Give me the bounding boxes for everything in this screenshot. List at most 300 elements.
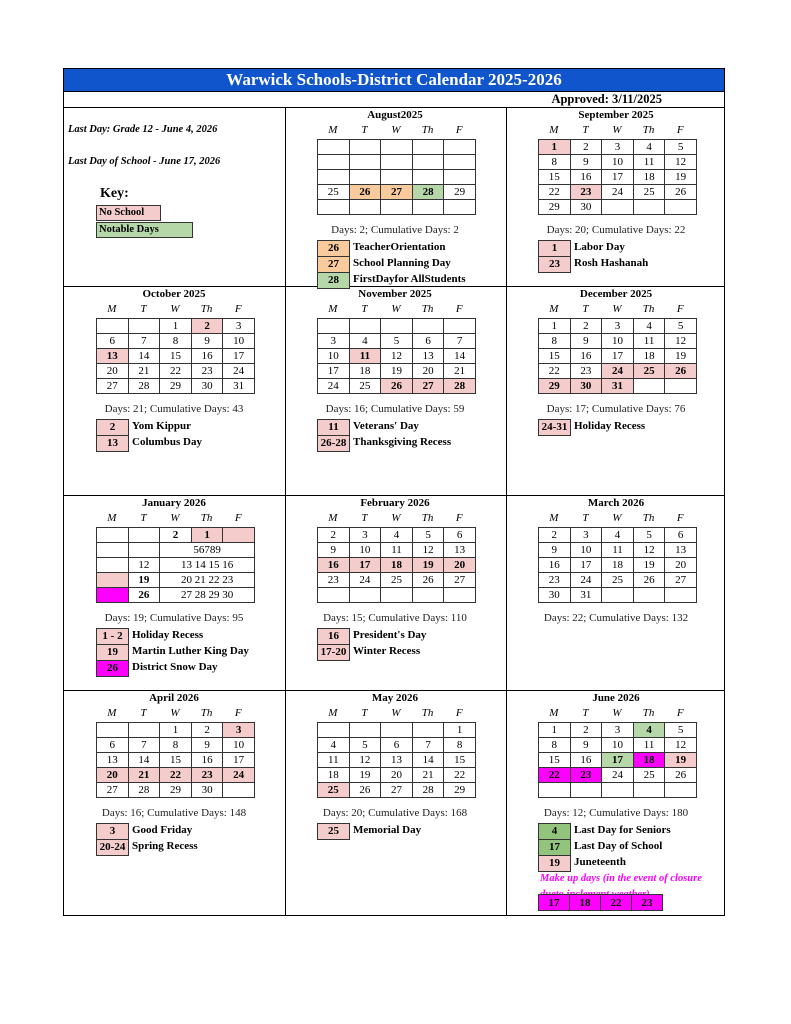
week-row [539,543,697,558]
day-cell [97,573,129,588]
week-row [539,768,697,783]
day-cell [97,543,129,558]
week-row [539,349,697,364]
legend-date: 26 [96,660,129,677]
month-grid [538,722,697,798]
day-cell: 10 [602,738,634,753]
days-count: Days: 15; Cumulative Days: 110 [323,612,467,624]
week-row [318,140,476,155]
day-cell [349,319,381,334]
day-cell: 13 [381,753,413,768]
weekday-header: F [455,124,463,136]
day-cell: 1 [444,723,476,738]
weekday-header: F [234,512,242,524]
month-panel [506,690,726,909]
day-cell: 3 [223,319,255,334]
day-cell: 9 [570,334,602,349]
day-cell: 26 [381,379,413,394]
day-cell: 7 [128,334,160,349]
week-row [539,723,697,738]
week-row [318,753,476,768]
month-title: September 2025 [578,109,654,121]
day-cell: 12 [665,334,697,349]
legend-label: Labor Day [574,241,625,253]
weekday-header: M [549,303,559,315]
day-cell: 2 [570,140,602,155]
day-cell: 23 [191,364,223,379]
day-cell: 6 [444,528,476,543]
day-cell [412,155,444,170]
weekday-header: T [361,512,368,524]
day-cell: 29 [160,379,192,394]
month-grid [538,527,697,603]
day-cell [349,155,381,170]
month-panel [506,107,726,307]
day-cell: 26 [412,573,444,588]
day-cell [349,723,381,738]
weekday-header: W [391,124,401,136]
day-cell: 6 [665,528,697,543]
weekday-header: W [391,707,401,719]
day-cell: 3 [223,723,255,738]
day-cell: 3 [349,528,381,543]
day-cell: 10 [349,543,381,558]
week-row [97,753,255,768]
day-cell: 15 [539,753,571,768]
day-cell: 9 [191,738,223,753]
day-cell: 31 [602,379,634,394]
day-cell: 12 [633,543,665,558]
day-cell: 21 [412,768,444,783]
day-cell [412,723,444,738]
day-cell: 9 [539,543,571,558]
legend-date: 1 - 2 [96,628,129,645]
key-notable-days: Notable Days [96,222,193,238]
weekday-header: T [140,707,147,719]
weekday-header: F [676,512,684,524]
day-cell: 11 [633,334,665,349]
weekday-header: M [328,512,338,524]
week-row [539,573,697,588]
weekday-header: W [612,512,622,524]
week-row [97,573,255,588]
month-grid [317,527,476,603]
day-cell: 10 [223,738,255,753]
weekday-header: F [676,124,684,136]
days-count: Days: 21; Cumulative Days: 43 [104,403,244,415]
day-cell: 24 [318,379,350,394]
day-cell: 31 [223,379,255,394]
day-cell: 27 [412,379,444,394]
day-cell: 16 [191,753,223,768]
month-panel [285,107,505,307]
legend-date: 17-20 [317,644,350,661]
day-cell: 3 [602,319,634,334]
day-cell: 15 [160,349,192,364]
day-cell: 19 [665,349,697,364]
day-cell: 8 [539,738,571,753]
day-cell: 10 [223,334,255,349]
day-cell: 1 [160,723,192,738]
day-cell: 28 [412,185,444,200]
day-cell: 3 [602,723,634,738]
day-cell: 10 [602,334,634,349]
month-panel [285,495,505,695]
week-row [318,573,476,588]
legend-date: 23 [538,256,571,273]
day-cell: 17 [602,349,634,364]
legend-date: 20-24 [96,839,129,856]
day-cell: 4 [633,319,665,334]
weekday-header: W [612,303,622,315]
day-cell: 23 [191,768,223,783]
day-cell: 12 [665,738,697,753]
day-cell: 12 [349,753,381,768]
day-cell [318,588,350,603]
weekday-header: Th [642,707,655,719]
month-title: April 2026 [149,692,199,704]
legend-date: 19 [96,644,129,661]
month-title: March 2026 [587,497,645,509]
weekday-header: F [234,303,242,315]
week-row [97,543,255,558]
day-cell: 13 [97,349,129,364]
week-row [97,738,255,753]
day-cell: 11 [633,738,665,753]
day-cell: 31 [570,588,602,603]
week-row [97,364,255,379]
weekday-header: T [361,303,368,315]
weekday-header: T [582,303,589,315]
day-cell [665,783,697,798]
day-cell: 56789 [160,543,255,558]
month-panel [506,495,726,695]
weekday-header: Th [421,707,434,719]
day-cell: 23 [570,768,602,783]
day-cell: 5 [412,528,444,543]
weekday-header: T [582,124,589,136]
day-cell: 19 [128,573,160,588]
month-grid [538,318,697,394]
makeup-day: 22 [601,895,632,911]
legend-label: Yom Kippur [132,420,191,432]
day-cell [128,723,160,738]
month-panel [506,286,726,486]
day-cell: 8 [539,334,571,349]
day-cell [412,588,444,603]
day-cell: 17 [318,364,350,379]
day-cell: 24 [570,573,602,588]
day-cell: 24 [602,185,634,200]
day-cell: 12 [412,543,444,558]
day-cell: 22 [539,185,571,200]
legend-date: 1 [538,240,571,257]
month-title: May 2026 [371,692,419,704]
week-row [318,783,476,798]
day-cell: 19 [665,753,697,768]
day-cell: 5 [349,738,381,753]
month-title: November 2025 [358,288,432,300]
day-cell [444,588,476,603]
day-cell: 3 [602,140,634,155]
day-cell: 14 [128,753,160,768]
month-title: June 2026 [592,692,640,704]
day-cell: 2 [191,723,223,738]
weekday-header: M [328,707,338,719]
day-cell: 30 [191,379,223,394]
legend-label: Winter Recess [353,645,421,657]
day-cell: 18 [633,349,665,364]
day-cell: 15 [160,753,192,768]
day-cell: 24 [349,573,381,588]
day-cell: 16 [570,349,602,364]
legend-date: 19 [538,855,571,872]
makeup-days [538,894,663,911]
day-cell: 2 [191,319,223,334]
week-row [97,528,255,543]
weekday-header: Th [421,124,434,136]
day-cell: 10 [318,349,350,364]
week-row [97,723,255,738]
week-row [318,349,476,364]
day-cell: 19 [665,170,697,185]
day-cell [349,588,381,603]
week-row [539,364,697,379]
day-cell: 28 [128,783,160,798]
days-count: Days: 12; Cumulative Days: 180 [543,807,689,819]
day-cell: 5 [381,334,413,349]
weekday-header: Th [200,512,213,524]
day-cell: 11 [381,543,413,558]
weekday-header: Th [200,707,213,719]
day-cell: 19 [412,558,444,573]
week-row [97,349,255,364]
day-cell: 19 [381,364,413,379]
week-row [318,588,476,603]
day-cell: 20 [444,558,476,573]
day-cell: 25 [381,573,413,588]
day-cell: 18 [349,364,381,379]
days-count: Days: 19; Cumulative Days: 95 [104,612,244,624]
legend-label: Thanksgiving Recess [353,436,452,448]
week-row [97,588,255,603]
weekday-header: T [582,707,589,719]
day-cell: 13 [412,349,444,364]
day-cell [349,170,381,185]
weekday-header: M [549,707,559,719]
key-no-school: No School [96,205,161,221]
month-title: February 2026 [360,497,430,509]
legend-label: Holiday Recess [132,629,204,641]
day-cell: 21 [128,768,160,783]
day-cell: 11 [349,349,381,364]
day-cell: 30 [191,783,223,798]
week-row [539,319,697,334]
day-cell [381,170,413,185]
legend-label: Columbus Day [132,436,202,448]
day-cell: 17 [602,170,634,185]
day-cell: 22 [539,364,571,379]
weekday-header: Th [421,512,434,524]
day-cell: 18 [633,170,665,185]
day-cell: 26 [665,364,697,379]
day-cell: 11 [633,155,665,170]
day-cell: 12 [381,349,413,364]
day-cell: 5 [665,319,697,334]
weekday-header: M [328,124,338,136]
day-cell [602,200,634,215]
day-cell: 24 [223,364,255,379]
day-cell: 7 [412,738,444,753]
legend-label: Rosh Hashanah [574,257,649,269]
week-row [97,319,255,334]
month-title: October 2025 [142,288,206,300]
day-cell: 23 [318,573,350,588]
weekday-header: W [170,303,180,315]
day-cell [633,200,665,215]
day-cell: 4 [633,140,665,155]
legend-date: 16 [317,628,350,645]
day-cell: 22 [160,768,192,783]
weekday-header: W [391,303,401,315]
day-cell: 17 [602,753,634,768]
day-cell [665,588,697,603]
weekday-header: W [612,124,622,136]
day-cell [223,783,255,798]
legend-label: Last Day of School [574,840,663,852]
week-row [318,379,476,394]
day-cell [97,528,129,543]
makeup-row [539,895,663,911]
day-cell: 15 [444,753,476,768]
day-cell: 27 [97,783,129,798]
day-cell [381,140,413,155]
day-cell: 24 [602,364,634,379]
day-cell: 13 14 15 16 [160,558,255,573]
legend-date: 26 [317,240,350,257]
day-cell: 13 [665,543,697,558]
day-cell: 27 [665,573,697,588]
day-cell: 6 [97,334,129,349]
day-cell: 24 [223,768,255,783]
weekday-header: F [455,512,463,524]
day-cell: 4 [381,528,413,543]
week-row [97,558,255,573]
legend-date: 13 [96,435,129,452]
month-panel [285,286,505,486]
day-cell: 6 [412,334,444,349]
day-cell: 18 [633,753,665,768]
weekday-header: T [140,512,147,524]
day-cell [412,140,444,155]
day-cell [128,528,160,543]
day-cell: 9 [570,738,602,753]
day-cell: 14 [412,753,444,768]
weekday-header: M [549,124,559,136]
day-cell: 5 [665,723,697,738]
day-cell: 9 [191,334,223,349]
day-cell: 10 [570,543,602,558]
weekday-header: W [170,707,180,719]
day-cell: 30 [539,588,571,603]
weekday-header: M [107,303,117,315]
weekday-header: W [612,707,622,719]
weekday-header: M [549,512,559,524]
day-cell: 29 [160,783,192,798]
month-panel [64,690,284,890]
day-cell: 23 [539,573,571,588]
legend-date: 3 [96,823,129,840]
weekday-header: W [391,512,401,524]
day-cell: 19 [349,768,381,783]
day-cell: 30 [570,379,602,394]
legend-label: District Snow Day [132,661,218,673]
day-cell [97,319,129,334]
weekday-header: T [582,512,589,524]
day-cell [665,379,697,394]
day-cell: 1 [539,723,571,738]
day-cell: 24 [602,768,634,783]
day-cell: 5 [665,140,697,155]
day-cell: 10 [602,155,634,170]
legend-label: Juneteenth [574,856,626,868]
day-cell: 8 [160,334,192,349]
week-row [539,783,697,798]
info-panel [64,107,284,285]
day-cell: 21 [128,364,160,379]
legend-date: 27 [317,256,350,273]
day-cell [318,170,350,185]
day-cell [128,319,160,334]
week-row [539,528,697,543]
days-count: Days: 22; Cumulative Days: 132 [543,612,689,624]
week-row [318,768,476,783]
day-cell: 28 [128,379,160,394]
week-row [97,768,255,783]
month-grid [317,722,476,798]
week-row [318,738,476,753]
day-cell: 7 [128,738,160,753]
day-cell: 7 [444,334,476,349]
day-cell: 29 [539,200,571,215]
day-cell: 23 [570,364,602,379]
day-cell: 19 [633,558,665,573]
day-cell: 18 [381,558,413,573]
legend-label: Memorial Day [353,824,422,836]
day-cell: 27 [381,783,413,798]
legend-label: President's Day [353,629,427,641]
weekday-header: F [676,303,684,315]
month-grid [96,318,255,394]
day-cell [633,588,665,603]
month-grid [96,722,255,798]
day-cell: 16 [570,753,602,768]
day-cell [318,319,350,334]
month-panel [285,690,505,890]
legend-date: 24-31 [538,419,571,436]
day-cell: 25 [633,768,665,783]
day-cell: 8 [539,155,571,170]
day-cell: 29 [539,379,571,394]
weekday-header: Th [642,512,655,524]
day-cell: 28 [412,783,444,798]
day-cell: 1 [191,528,223,543]
day-cell: 29 [444,185,476,200]
key-title: Key: [100,186,129,201]
day-cell: 2 [570,319,602,334]
week-row [539,379,697,394]
month-grid [538,139,697,215]
